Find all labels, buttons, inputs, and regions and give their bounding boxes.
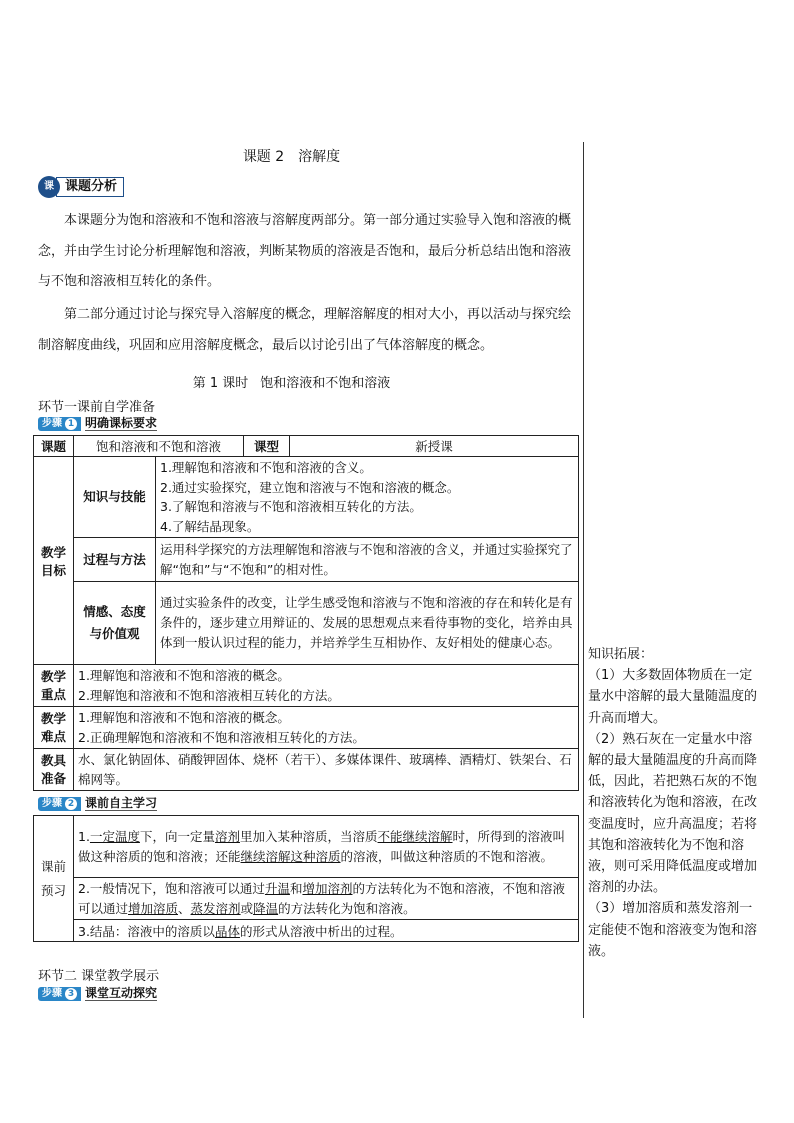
intro-paragraph-2: 第二部分通过讨论与探究导入溶解度的概念，理解溶解度的相对大小，再以活动与探究绘制溶解度曲线，巩固和应用溶解度概念，最后以讨论引出了气体溶解度的概念。 [38, 307, 572, 353]
knowledge-cell [156, 457, 579, 538]
difficulty-item: 2.正确理解饱和溶液和不饱和溶液相互转化的方法。 [78, 729, 365, 745]
text: 1. [78, 829, 90, 844]
step-3-tag [38, 987, 81, 1001]
step-1-number: 1 [65, 418, 77, 430]
preview-item-1 [74, 816, 579, 878]
answer: 增加溶质 [128, 900, 179, 916]
answer: 晶体 [214, 923, 240, 939]
text: 的方法转化为不饱和溶液，不饱和溶液可以通过 [78, 881, 565, 916]
text: 的形式从溶液中析出的过程。 [239, 923, 403, 939]
sidebar-item: （2）熟石灰在一定量水中溶解的最大量随温度的升高而降低，因此，若把熟石灰的不饱和溶液转化为饱和溶液，在改变温度时，应升高温度；若将其饱和溶液转化为不饱和溶液，则可采用降低温度或增加溶剂的办法。 [588, 731, 758, 896]
preview-item-2 [74, 878, 579, 920]
text: 时，所得到的溶液叫做这种溶质的饱和溶液；还能 [78, 829, 566, 864]
section-heading-1: 环节一课前自学准备 [38, 400, 156, 415]
step-2-number: 2 [65, 798, 77, 810]
key-label: 教学重点 [34, 665, 74, 707]
step-2-title: 课前自主学习 [85, 796, 158, 810]
sidebar-item: （1）大多数固体物质在一定量水中溶解的最大量随温度的升高而增大。 [588, 668, 758, 726]
analysis-badge-label: 课题分析 [56, 177, 124, 197]
difficulty-item: 1.理解饱和溶液和不饱和溶液的概念。 [78, 710, 290, 725]
key-item: 1.理解饱和溶液和不饱和溶液的概念。 [78, 668, 290, 683]
step-1-tag-text: 步骤 [42, 418, 62, 429]
step-3-tag-text: 步骤 [42, 988, 62, 999]
answer: 增加溶剂 [302, 881, 353, 896]
difficulty-cell [74, 707, 579, 749]
tools-label: 教具准备 [34, 749, 74, 791]
section-heading-2: 环节二 课堂教学展示 [38, 969, 160, 984]
preview-table [33, 815, 579, 942]
text: 、 [178, 900, 191, 916]
key-item: 2.理解饱和溶液和不饱和溶液相互转化的方法。 [78, 687, 340, 703]
type-value: 新授课 [290, 436, 579, 457]
answer: 蒸发溶剂 [190, 900, 241, 916]
lesson-number: 课题 2 [242, 149, 285, 165]
emotion-cell: 通过实验条件的改变，让学生感受饱和溶液与不饱和溶液的存在和转化是有条件的，逐步建立用辩证的、发展的思想观点来看待事物的变化，培养由具体到一般认识过程的能力，并培养学生互相协作、友好相处的健康心态。 [156, 582, 579, 665]
step-1-header [38, 417, 157, 431]
knowledge-item: 2.通过实验探究，建立饱和溶液与不饱和溶液的概念。 [160, 479, 460, 495]
text: 和 [289, 881, 303, 896]
step-3-number: 3 [65, 988, 77, 1000]
margin-divider [583, 142, 584, 1018]
text: 下，向一定量 [139, 829, 215, 844]
knowledge-sidebar [588, 644, 764, 962]
lesson-name: 溶解度 [298, 149, 341, 165]
step-3-title: 课堂互动探究 [85, 986, 158, 1000]
step-2-tag-text: 步骤 [42, 798, 62, 809]
lesson-title [0, 146, 583, 166]
analysis-badge [38, 177, 124, 197]
text: 里加入某种溶质，当溶质 [239, 829, 378, 844]
lesson-badge-icon: 课 [38, 176, 60, 198]
text: 的方法转化为饱和溶液。 [278, 900, 416, 916]
step-1-title: 明确课标要求 [85, 416, 158, 430]
knowledge-item: 3.了解饱和溶液与不饱和溶液相互转化的方法。 [160, 499, 422, 514]
process-cell: 运用科学探究的方法理解饱和溶液与不饱和溶液的含义，并通过实验探究了解“饱和”与“不饱和”的相对性。 [156, 538, 579, 582]
sidebar-title: 知识拓展： [588, 647, 654, 662]
answer: 继续溶解这种溶质 [240, 848, 341, 864]
period-title [0, 372, 583, 391]
knowledge-item: 1.理解饱和溶液和不饱和溶液的含义。 [160, 460, 372, 475]
type-header: 课型 [244, 436, 290, 457]
process-label: 过程与方法 [74, 538, 156, 582]
preview-label: 课前预习 [34, 816, 74, 942]
curriculum-table [33, 435, 579, 791]
step-3-header [38, 987, 157, 1001]
text: 2.一般情况下，饱和溶液可以通过 [78, 881, 265, 896]
tools-cell: 水、氯化钠固体、硝酸钾固体、烧杯（若干）、多媒体课件、玻璃棒、酒精灯、铁架台、石棉网等。 [74, 749, 579, 791]
topic-header: 课题 [34, 436, 74, 457]
topic-value: 饱和溶液和不饱和溶液 [74, 436, 244, 457]
period-number: 第 1 课时 [192, 376, 249, 391]
emotion-label: 情感、态度与价值观 [74, 582, 156, 665]
period-name: 饱和溶液和不饱和溶液 [260, 376, 391, 391]
text: 的溶液，叫做这种溶质的不饱和溶液。 [340, 848, 554, 864]
answer: 升温 [264, 881, 290, 896]
answer: 一定温度 [89, 829, 140, 844]
text: 3.结晶：溶液中的溶质以 [78, 923, 215, 939]
step-2-tag [38, 797, 81, 811]
knowledge-label: 知识与技能 [74, 457, 156, 538]
difficulty-label: 教学难点 [34, 707, 74, 749]
answer: 降温 [253, 900, 279, 916]
goal-label: 教学目标 [34, 457, 74, 665]
text: 或 [240, 900, 254, 916]
key-cell [74, 665, 579, 707]
intro-paragraph-1: 本课题分为饱和溶液和不饱和溶液与溶解度两部分。第一部分通过实验导入饱和溶液的概念，并由学生讨论分析理解饱和溶液，判断某物质的溶液是否饱和，最后分析总结出饱和溶液与不饱和溶液相互转化的条件。 [38, 213, 572, 289]
knowledge-item: 4.了解结晶现象。 [160, 518, 260, 534]
answer: 不能继续溶解 [377, 829, 453, 844]
preview-item-3 [74, 920, 579, 942]
answer: 溶剂 [214, 829, 240, 844]
step-2-header [38, 797, 157, 811]
step-1-tag [38, 417, 81, 431]
sidebar-item: （3）增加溶质和蒸发溶剂一定能使不饱和溶液变为饱和溶液。 [588, 901, 758, 959]
